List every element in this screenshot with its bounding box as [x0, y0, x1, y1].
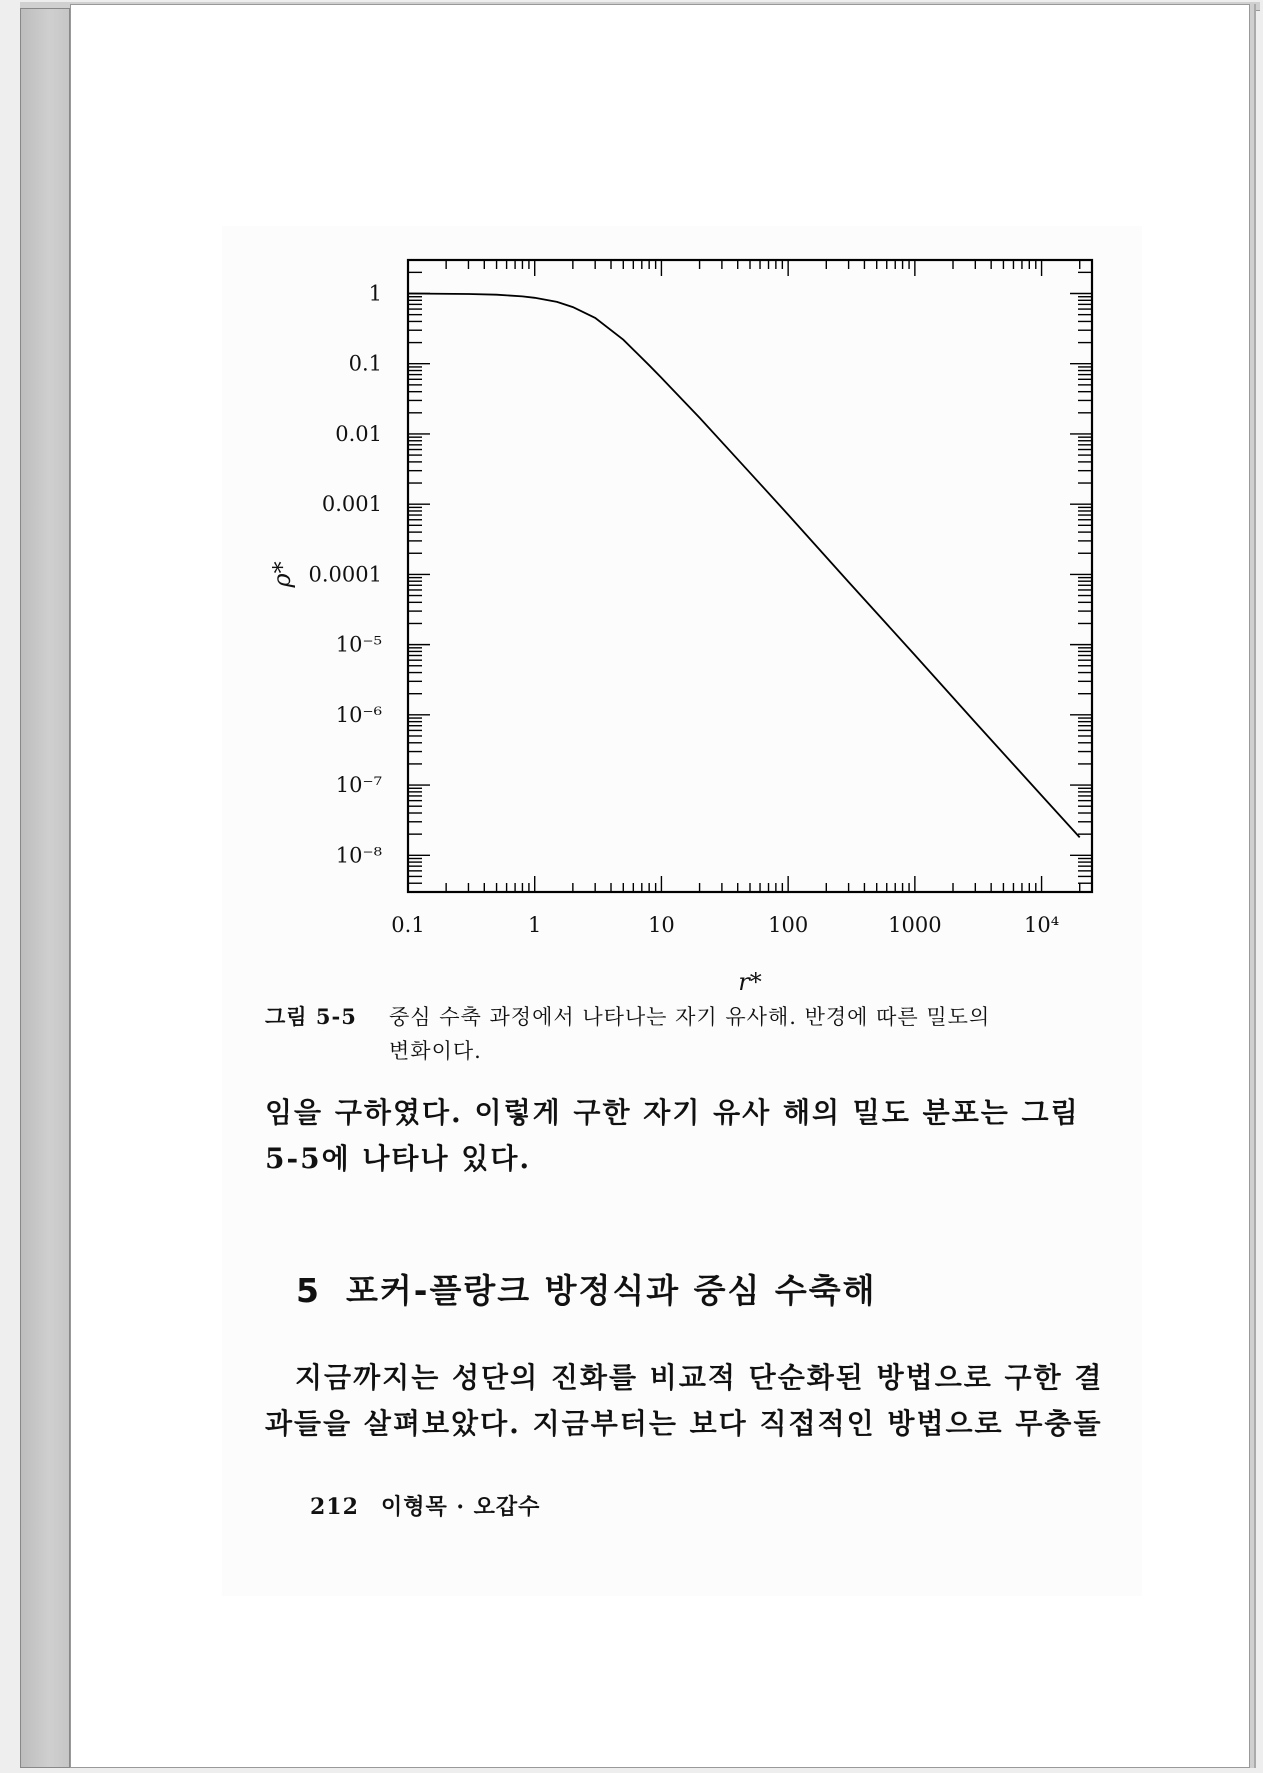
tick-layer	[408, 260, 1092, 892]
section-number: 5	[296, 1271, 321, 1310]
x-tick-labels	[391, 913, 1059, 937]
paragraph-1-line-2: 5-5에 나타나 있다.	[265, 1142, 532, 1175]
paragraph-2-line-1: 지금까지는 성단의 진화를 비교적 단순화된 방법으로 구한 결	[295, 1361, 1104, 1394]
y-tick-label: 0.001	[321, 492, 382, 517]
caption-line-2: 변화이다.	[389, 1039, 482, 1063]
x-tick-label: 10⁴	[1024, 913, 1060, 937]
x-tick-label: 10	[648, 913, 675, 937]
y-tick-label: 10⁻⁷	[335, 773, 382, 798]
plot-frame	[408, 260, 1092, 892]
caption-line-1: 중심 수축 과정에서 나타나는 자기 유사해. 반경에 따른 밀도의	[389, 1005, 991, 1029]
y-tick-label: 0.01	[335, 421, 382, 446]
x-tick-label: 0.1	[391, 913, 425, 937]
body-paragraph-2	[265, 1355, 1145, 1447]
section-heading	[296, 1265, 876, 1312]
y-axis-title: ρ*	[268, 561, 296, 588]
density-curve	[408, 294, 1080, 838]
page-footer	[310, 1490, 540, 1521]
page-number: 212	[310, 1494, 359, 1520]
y-tick-label: 10⁻⁵	[335, 632, 382, 657]
y-tick-label: 0.1	[348, 351, 382, 376]
y-tick-labels	[309, 282, 382, 868]
y-tick-label: 0.0001	[308, 562, 382, 587]
figure-label: 그림 5-5	[265, 1004, 357, 1029]
x-tick-label: 1	[528, 913, 542, 937]
y-tick-label: 1	[368, 281, 382, 306]
y-tick-label: 10⁻⁸	[335, 843, 382, 868]
x-tick-label: 1000	[888, 913, 942, 937]
paragraph-2-line-2: 과들을 살펴보았다. 지금부터는 보다 직접적인 방법으로 무충돌	[265, 1407, 1103, 1440]
y-tick-label: 10⁻⁶	[335, 702, 382, 727]
paragraph-1-line-1: 임을 구하였다. 이렇게 구한 자기 유사 해의 밀도 분포는 그림	[265, 1096, 1080, 1129]
x-tick-label: 100	[768, 913, 809, 937]
figure-caption	[265, 1000, 1145, 1068]
section-title: 포커-플랑크 방정식과 중심 수축해	[346, 1271, 877, 1310]
x-axis-title: r*	[738, 968, 762, 996]
author-names: 이형목 · 오갑수	[380, 1494, 541, 1520]
body-paragraph-1	[265, 1090, 1145, 1182]
